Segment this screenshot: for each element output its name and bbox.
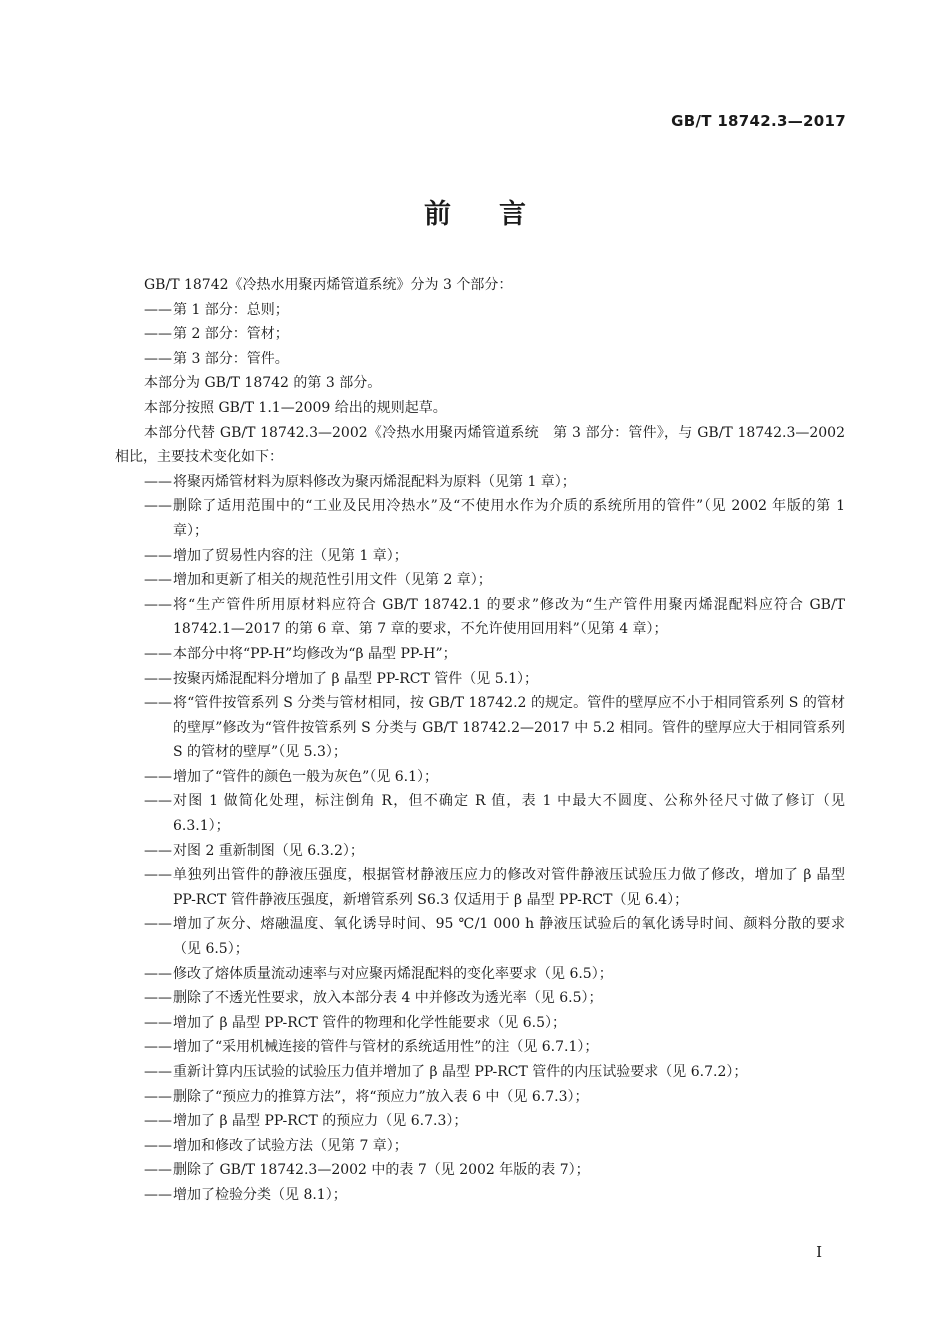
dash-marker: —— xyxy=(144,1039,172,1056)
dash-marker: —— xyxy=(144,301,172,318)
dash-marker: —— xyxy=(144,1162,172,1179)
change-text: 增加了 β 晶型 PP-RCT 的预应力（见 6.7.3）； xyxy=(173,1113,468,1130)
change-text: 删除了 GB/T 18742.3—2002 中的表 7（见 2002 年版的表 7）； xyxy=(173,1162,590,1179)
change-text: 对图 1 做简化处理，标注倒角 R，但不确定 R 值，表 1 中最大不圆度、公称外径尺寸做了修订（见 6.3.1）； xyxy=(173,793,845,835)
change-text: 增加了“采用机械连接的管件与管材的系统适用性”的注（见 6.7.1）； xyxy=(173,1039,599,1056)
dash-marker: —— xyxy=(144,547,172,564)
drafting-rule-statement: 本部分按照 GB/T 1.1—2009 给出的规则起草。 xyxy=(144,399,447,416)
part-list-item xyxy=(115,322,845,347)
change-item xyxy=(115,544,845,569)
dash-marker: —— xyxy=(144,867,172,884)
part-text: 第 3 部分：管件。 xyxy=(173,350,289,367)
change-text: 删除了适用范围中的“工业及民用冷热水”及“不使用水作为介质的系统所用的管件”（见 2002 年版的第 1 章）； xyxy=(173,498,845,539)
change-text: 重新计算内压试验的试验压力值并增加了 β 晶型 PP-RCT 管件的内压试验要求（见 6.7.2）； xyxy=(173,1064,748,1080)
part-list-item xyxy=(115,298,845,323)
change-text: 对图 2 重新制图（见 6.3.2）； xyxy=(173,842,364,859)
part-text: 第 2 部分：管材； xyxy=(173,326,289,343)
change-item xyxy=(115,765,845,790)
change-item xyxy=(115,593,845,642)
dash-marker: —— xyxy=(144,1113,172,1130)
dash-marker: —— xyxy=(144,793,172,810)
change-item xyxy=(115,494,845,543)
change-item xyxy=(115,470,845,495)
change-text: 增加了 β 晶型 PP-RCT 管件的物理和化学性能要求（见 6.5）； xyxy=(173,1014,567,1031)
change-text: 将聚丙烯管材料为原料修改为聚丙烯混配料为原料（见第 1 章）； xyxy=(173,473,576,490)
change-item xyxy=(115,691,845,765)
part-list-item xyxy=(115,347,845,372)
standard-code: GB/T 18742.3—2017 xyxy=(671,112,846,130)
change-text: 按聚丙烯混配料分增加了 β 晶型 PP-RCT 管件（见 5.1）； xyxy=(173,670,539,687)
replacement-statement: 本部分代替 GB/T 18742.3—2002《冷热水用聚丙烯管道系统 第 3 部分：管件》，与 GB/T 18742.3—2002 相比，主要技术变化如下： xyxy=(115,424,845,466)
change-item xyxy=(115,1011,845,1036)
dash-marker: —— xyxy=(144,695,172,712)
change-text: 删除了“预应力的推算方法”，将“预应力”放入表 6 中（见 6.7.3）； xyxy=(173,1088,589,1105)
change-item xyxy=(115,1158,845,1183)
changes-list xyxy=(115,470,845,1208)
change-text: 将“生产管件所用原材料应符合 GB/T 18742.1 的要求”修改为“生产管件用聚丙烯混配料应符合 GB/T 18742.1—2017 的第 6 章、第 7 章的要求，不允许使用回用料”（见第 4 章）； xyxy=(173,596,845,638)
page-number: I xyxy=(816,1243,822,1261)
change-text: 增加了“管件的颜色一般为灰色”（见 6.1）； xyxy=(173,768,439,785)
foreword-body xyxy=(115,273,845,1208)
part-statement: 本部分为 GB/T 18742 的第 3 部分。 xyxy=(144,375,382,392)
change-text: 删除了不透光性要求，放入本部分表 4 中并修改为透光率（见 6.5）； xyxy=(173,990,603,1007)
dash-marker: —— xyxy=(144,768,172,785)
dash-marker: —— xyxy=(144,596,172,613)
dash-marker: —— xyxy=(144,916,172,933)
dash-marker: —— xyxy=(144,572,172,589)
dash-marker: —— xyxy=(144,498,172,515)
change-item xyxy=(115,1183,845,1208)
dash-marker: —— xyxy=(144,990,172,1007)
dash-marker: —— xyxy=(144,1186,172,1203)
change-text: 增加了检验分类（见 8.1）； xyxy=(173,1186,347,1203)
dash-marker: —— xyxy=(144,350,172,367)
change-item xyxy=(115,986,845,1011)
change-text: 增加了灰分、熔融温度、氧化诱导时间、95 ℃/1 000 h 静液压试验后的氧化诱导时间、颜料分散的要求（见 6.5）； xyxy=(173,916,845,958)
intro-paragraph: GB/T 18742《冷热水用聚丙烯管道系统》分为 3 个部分： xyxy=(144,277,513,293)
change-item xyxy=(115,642,845,667)
change-item xyxy=(115,667,845,692)
change-item xyxy=(115,1035,845,1060)
change-text: 将“管件按管系列 S 分类与管材相同，按 GB/T 18742.2 的规定。管件的壁厚应不小于相同管系列 S 的管材的壁厚”修改为“管件按管系列 S 分类与 GB/T 18742.2—2017 中 5.2 相同。管件的壁厚应大于相同管系列 S 的管材的壁厚”（见 5.3）； xyxy=(173,695,845,761)
change-text: 增加和更新了相关的规范性引用文件（见第 2 章）； xyxy=(173,572,492,589)
change-item xyxy=(115,1085,845,1110)
page-title: 前言 xyxy=(424,199,574,230)
dash-marker: —— xyxy=(144,670,172,687)
dash-marker: —— xyxy=(144,473,172,490)
change-text: 增加了贸易性内容的注（见第 1 章）； xyxy=(173,547,408,564)
change-item xyxy=(115,568,845,593)
change-item xyxy=(115,863,845,912)
change-item xyxy=(115,912,845,961)
change-item xyxy=(115,1134,845,1159)
change-item xyxy=(115,962,845,987)
dash-marker: —— xyxy=(144,1088,172,1105)
dash-marker: —— xyxy=(144,1137,172,1154)
change-item xyxy=(115,1109,845,1134)
change-item xyxy=(115,789,845,838)
change-item xyxy=(115,1060,845,1085)
dash-marker: —— xyxy=(144,965,172,982)
change-text: 修改了熔体质量流动速率与对应聚丙烯混配料的变化率要求（见 6.5）； xyxy=(173,965,613,982)
change-text: 单独列出管件的静液压强度，根据管材静液压应力的修改对管件静液压试验压力做了修改，增加了 β 晶型 PP-RCT 管件静液压强度，新增管系列 S6.3 仅适用于 β 晶型 PP-RCT（见 6.4）； xyxy=(173,867,845,908)
change-text: 增加和修改了试验方法（见第 7 章）； xyxy=(173,1137,408,1154)
dash-marker: —— xyxy=(144,326,172,343)
part-text: 第 1 部分：总则； xyxy=(173,301,289,318)
dash-marker: —— xyxy=(144,1014,172,1031)
dash-marker: —— xyxy=(144,645,172,662)
change-item xyxy=(115,839,845,864)
change-text: 本部分中将“PP-H”均修改为“β 晶型 PP-H”； xyxy=(173,645,457,662)
dash-marker: —— xyxy=(144,842,172,859)
dash-marker: —— xyxy=(144,1064,172,1080)
